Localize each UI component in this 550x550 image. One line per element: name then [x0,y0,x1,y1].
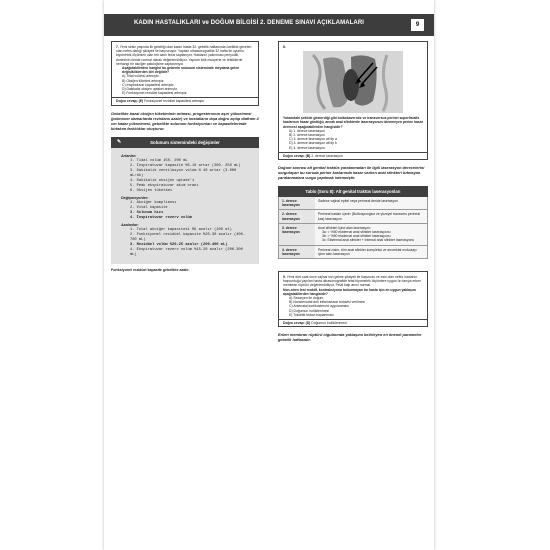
laceration-degree: 3. derece laserasyon [279,224,315,245]
decreased-item: 3. Rezidüel volüm %20-25 azalır (200-400 mL) [130,242,228,247]
decreased-heading: Azalanlar: [121,222,139,227]
pencil-icon: ✎ [117,138,122,145]
right-column [278,41,428,342]
laceration-degree: 2. derece laserasyon [279,210,315,222]
page-header [104,14,434,36]
decreased-item: 2. Fonksiyonel rezidüel kapasite %20-30 azalır (400-700 mL) [130,232,246,242]
q7-option-c: C) İnspiratuvar kapasitesi artmıştır. [122,82,175,87]
question-9-text: Yirmi dört saat önce vajinal sıvı gelme şikayeti ile başvurdu ve eski olan nefes hastanın başvurduğu yapılan hasta ultrasonografide fetal biyometrik ölçümlere uygun ön tanıya erken membran rüptürü değerlendiriliyor. Fetal kalp atımı normal. [283,275,421,288]
question-9-number: 9. [283,275,286,280]
laceration-degree: 4. derece laserasyon [279,246,315,258]
explanation-paragraph-2: Doğum sonrası alt genital traktüs yaralanmaları ile ilgili laserasyon derecelerini sorgulayan bu soruda perine kaslarında hasar varken anal sfinkteri tutmayan yaralanmalara vurgu yapılmak istenmiştir. [278,165,425,181]
respiratory-table-title: ✎ Solunum sistemindeki değişimler [111,137,259,148]
increased-item: 5. Peak ekspiratuvar akım oranı [130,183,199,188]
question-8-box [278,41,428,160]
question-7-answer: Doğru cevap: (E) Fonksiyonel rezidüel kapasitesi artmıştır [112,97,258,104]
page-number: 9 [411,19,424,31]
laceration-row [278,246,428,259]
question-7-number: 7. [116,45,119,49]
laceration-row [278,197,428,210]
laceration-description: Perineal cisim, tüm anal sfinkter kompleksi ve anorektal mukozayı içine alan laserasyon [315,246,427,258]
laceration-row [278,210,428,223]
q9-option-b: B) Nonsteroidal anti inflamatuvar tedavisi verilmesi [289,300,365,305]
document-page [104,0,434,550]
laceration-description: Perineal kasları içerirr (Bulbospongioz ve yüzeyel transvers perineal kas) laserasyon [315,210,427,222]
q8-option-b: B) 2. derece laserasyon [289,133,325,138]
q8-option-c: C) 3. derece laserasyon alt tip a [289,137,337,142]
increased-item: 4. Dakikalık oksijen uptake'i [130,178,195,183]
unchanged-item: 3. Solunum hızı [130,210,164,215]
perineum-photo [303,51,403,113]
laceration-row [278,224,428,246]
laceration-subtype: 3a: < %50 eksternal anal sfinkter laserasyonu [322,230,391,235]
increased-item: 1. Tidal volüm 150- 200 mL [130,158,188,163]
question-8-text: Yukarıdaki şekilde gösterdiği gibi bulbokavernöz ve transversus perinei superfisialis kaslarının hasar gördüğü, ancak anal sfinkterde laserasyonun izlenmeyen perine hasar derecesi aşağıdakilerden hangisidir? [283,116,424,129]
caption-1: Fonksiyonel rezidüel kapasite gebelikte azalır. [111,267,190,272]
header-title: KADIN HASTALIKLARI ve DOĞUM BİLGİSİ 2. DENEME SINAVI AÇIKLAMALARI [133,20,365,26]
explanation-paragraph-3: Erken membran rüptürü olgularında yaklaşımı belirleyen en önemli parametre gebelik haftasıdır. [278,332,422,343]
unchanged-item: 4. İnspiratuvar rezerv volüm [130,215,192,220]
q9-option-a: A) Sezaryen ile doğum [289,296,324,301]
respiratory-table-body [111,148,259,264]
laceration-table-title: Tablo (Soru 8): Alt genital traktüs laserasyonları [278,186,428,197]
question-7-text: Yirmi sekiz yaşında ilk gebeliği olan kadın hasta 32. gebelik haftasında özellikle geceleri olan nefes darlığı şikâyeti ile başvuruyor. Yapılan ultrasonografide 32 hafta ile uyumlu biyometrik ölçümleri olan tek canlı fetus saptanıyor. Hastanın yakınması periyodik, annesinin ileride normal olarak değerlendiriliyor. Yapılan fizik muayene ve tetkiklerde herhangi bir akciğer patolojisine saptanmıyor. [116,45,252,66]
laceration-degree: 1. derece laserasyon [279,197,315,209]
increased-item: 2. İnspiratuvar kapasite %5-10 artar (200- 250 mL) [130,163,241,168]
q9-option-d: D) Doğumun indüklenmesi [289,308,329,313]
laceration-description: Anal sfinkteri içine alan laserasyon; 3a: < %50 eksternal anal sfinkter laserasyonu 3b: > %50 eksternal anal sfinkter laserasyonu 3c: Eksternal anal sfinkter + internal anal sfinkter laserasyonu [315,224,427,245]
left-column [111,41,259,272]
increased-item: 6. Oksijen tüketimi [130,188,173,193]
question-9-box [278,271,428,327]
question-8-answer: Doğru cevap: (B) 2. derece laserasyon [279,152,427,159]
q7-option-a: A) Tidal volümü artmıştır. [122,74,160,79]
q8-option-d: D) 3. derece laserasyon alt tip b [289,141,337,146]
question-8-number: 8. [283,45,286,49]
explanation-paragraph-1: Gebelikte bazal oksijen tüketiminin artması, progesteronun aşırı yükselmesi (pulmoner damarlarda rezistans azalır) ve kostalların dışa doğru açılıp diafram 4 cm kadar yükselmesi, gebelikte solunum fonksiyonları ve kapasitelerinde birtakım farklılıklar oluşturur. [111,110,259,131]
question-7-stem: Aşağıdakilerden hangisi bu gebenin solunum sisteminde meydana gelen değişikliklerden biri değildir? [122,66,240,75]
question-9-answer: Doğru cevap: (D) Doğumun indüklenmesi [279,319,427,326]
unchanged-item: 2. Vital kapasite [130,205,168,210]
q8-option-a: A) 1. derece laserasyon [289,128,325,133]
perineum-illustration [303,51,403,113]
q9-option-e: E) Tokolitik tedavi başlanması [289,312,334,317]
unchanged-item: 1. Akciğer kompliansı [130,200,177,205]
laceration-subtype: 3c: Eksternal anal sfinkter + internal anal sfinkter laserasyonu [322,238,415,243]
increased-heading: Artanlar: [121,153,137,158]
question-7-box [111,41,259,106]
q7-option-b: B) Oksijen tüketimi artmıştır. [122,78,165,83]
q9-option-c: C) Antenatal kortikosteroid uygulanması [289,304,349,309]
laceration-description: Sadece vajinal epitel veya perineal deride laserasyon [315,197,427,209]
respiratory-table [111,137,259,264]
laceration-table [278,186,428,259]
unchanged-heading: Değişmeyenler: [121,195,149,200]
q8-option-e: E) 4. derece laserasyon [289,145,325,150]
question-9-stem: Non-stres test reaktif, kontraksiyonu bulunmayan bu hasta için en uygun yaklaşım aşağıdakilerden hangisidir? [283,287,416,296]
increased-item: 3. Dakikalık ventilasyon volüm % 40 artar (3.000 mL/dk) [130,168,237,178]
q7-option-e: E) Fonksiyonel rezidüel kapasitesi artmıştır. [122,91,188,96]
laceration-subtype: 3b: > %50 eksternal anal sfinkter laserasyonu [322,234,391,239]
q7-option-d: D) Dakikalık oksijen uptakei artmıştır. [122,87,178,92]
decreased-item: 4. Ekspiratuvar rezerv volüm %15-20 azalır (200-300 mL) [130,247,243,257]
decreased-item: 1. Total akciğer kapasitesi %5 azalır (200 ml) [130,227,232,232]
